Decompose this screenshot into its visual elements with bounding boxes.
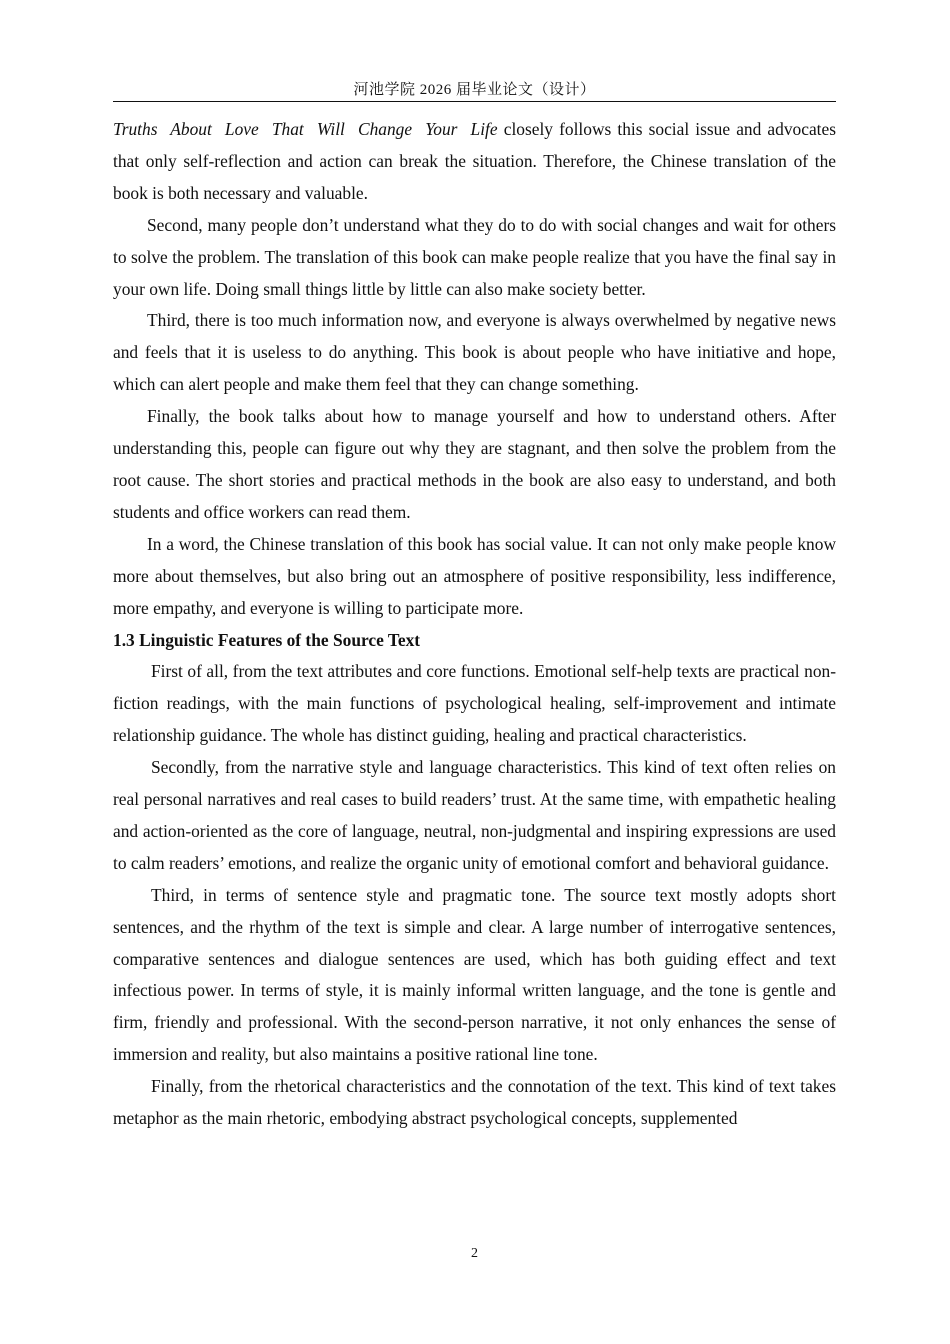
- paragraph-8: Third, in terms of sentence style and pragmatic tone. The source text mostly adopts short sentences, and the rhythm of the text is simple and clear. A large number of interrogative sentences, comparative sentences and dialogue sentences are used, which has both guiding effect and text infectious power. In terms of style, it is mainly informal written language, and the tone is gentle and firm, friendly and professional. With the second-person narrative, it not only enhances the sense of immersion and reality, but also maintains a positive rational line tone.: [113, 884, 836, 1065]
- paragraph-9: Finally, from the rhetorical characteristics and the connotation of the text. This kind of text takes metaphor as the main rhetoric, embodying abstract psychological concepts, supplemented: [113, 1076, 836, 1129]
- paragraph-6: First of all, from the text attributes and core functions. Emotional self-help texts are practical non-fiction readings, with the main functions of psychological healing, self-improvement and intimate relationship guidance. The whole has distinct guiding, healing and practical characteristics.: [113, 661, 836, 746]
- running-header: 河池学院 2026 届毕业论文（设计）: [353, 82, 596, 98]
- paragraph-3: Third, there is too much information now, and everyone is always overwhelmed by negative news and feels that it is useless to do anything. This book is about people who have initiative and hope, which can alert people and make them feel that they can change something.: [113, 310, 836, 395]
- header-divider: [113, 101, 836, 102]
- paragraph-1: [113, 114, 836, 210]
- page-number: 2: [471, 1246, 478, 1261]
- book-title: Truths About Love That Will Change Your Life: [113, 119, 498, 139]
- paragraph-4: Finally, the book talks about how to manage yourself and how to understand others. After understanding this, people can figure out why they are stagnant, and then solve the problem from the root cause. The short stories and practical methods in the book are also easy to understand, and both students and office workers can read them.: [113, 406, 836, 522]
- section-heading: 1.3 Linguistic Features of the Source Text: [113, 629, 421, 650]
- body-text: [113, 114, 836, 1135]
- paragraph-7: Secondly, from the narrative style and language characteristics. This kind of text often relies on real personal narratives and real cases to build readers’ trust. At the same time, with empathetic healing and action-oriented as the core of language, neutral, non-judgmental and inspiring expressions are used to calm readers’ emotions, and realize the organic unity of emotional comfort and behavioral guidance.: [113, 757, 836, 873]
- paragraph-1-text: closely follows this social issue and advocates that only self-reflection and action can break the situation. Therefore, the Chinese translation of the book is both necessary and valuable.: [113, 119, 836, 203]
- paragraph-2: Second, many people don’t understand what they do to do with social changes and wait for others to solve the problem. The translation of this book can make people realize that you have the final say in your own life. Doing small things little by little can also make society better.: [113, 214, 836, 299]
- paragraph-5: In a word, the Chinese translation of this book has social value. It can not only make people know more about themselves, but also bring out an atmosphere of positive responsibility, less indifference, more empathy, and everyone is willing to participate more.: [113, 533, 836, 618]
